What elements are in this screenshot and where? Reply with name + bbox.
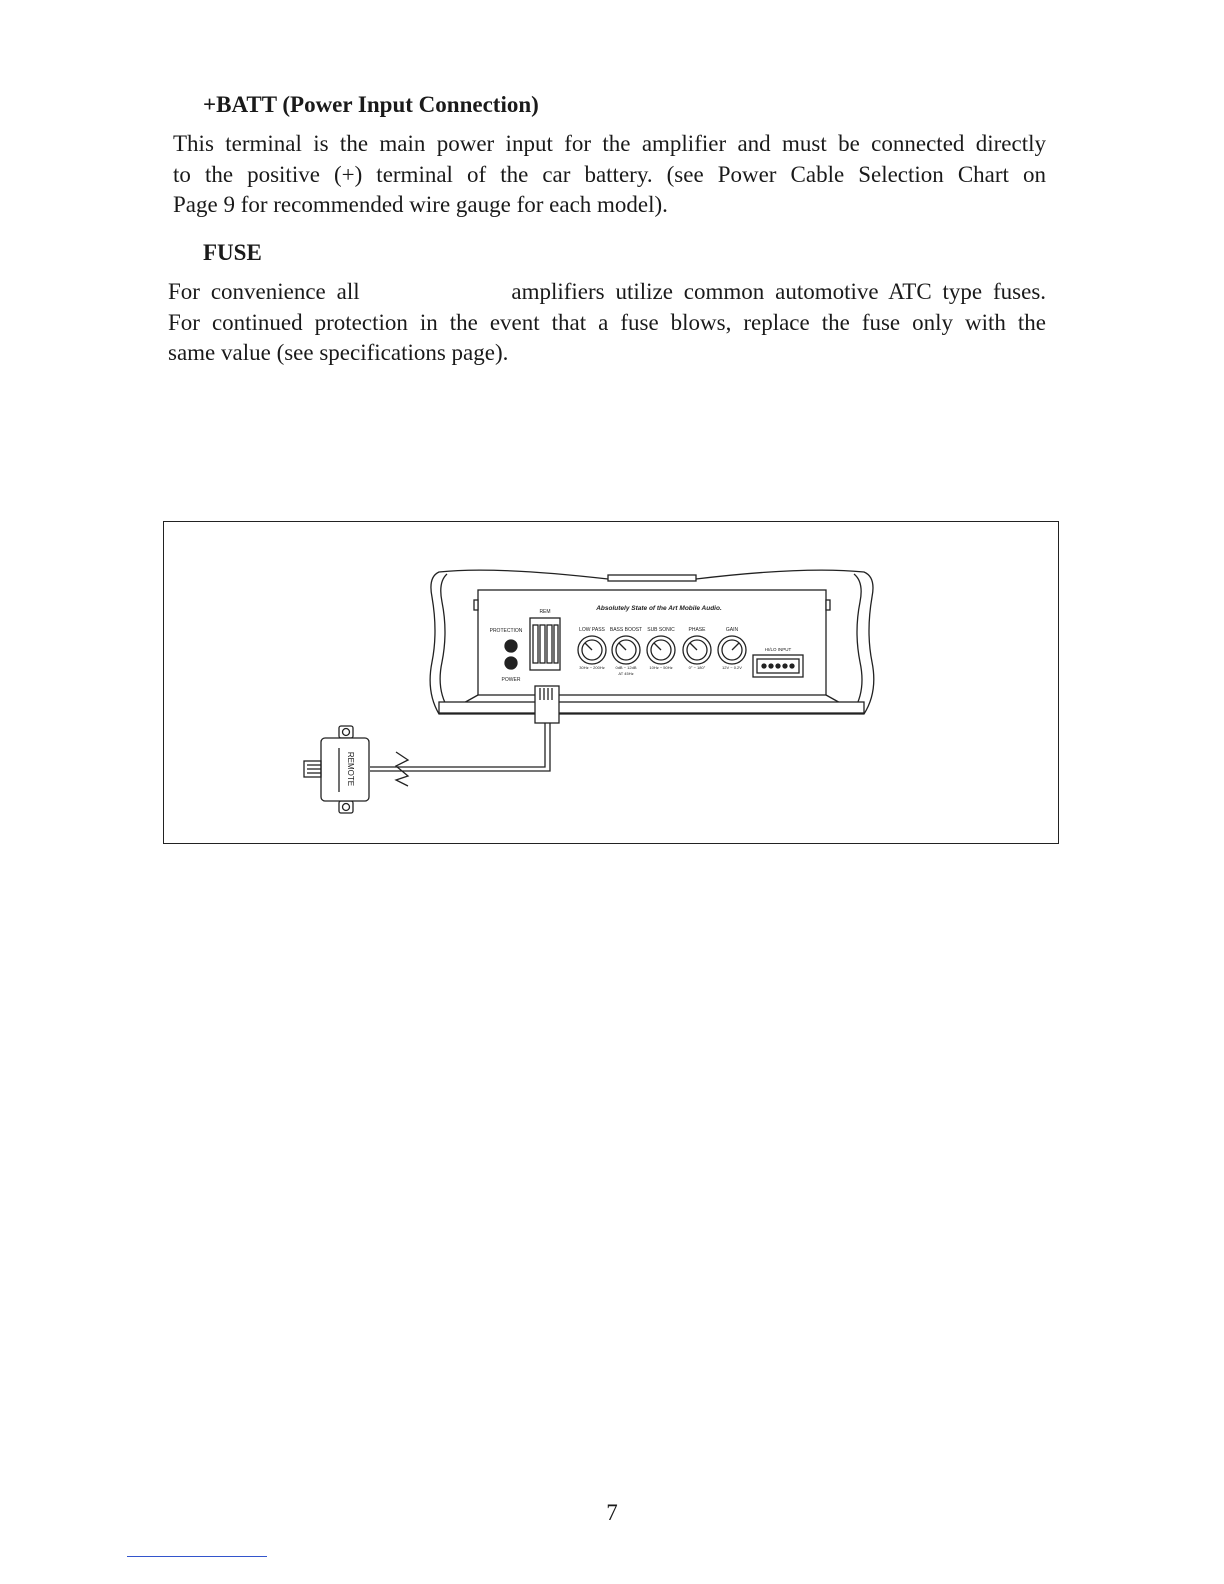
svg-text:0° ~ 180°: 0° ~ 180° (688, 665, 706, 670)
batt-line-3: Page 9 for recommended wire gauge for each model). (173, 192, 668, 217)
svg-text:10Hz ~ 50Hz: 10Hz ~ 50Hz (649, 665, 673, 670)
cable-break-symbol (396, 752, 408, 786)
fuse-paragraph (168, 277, 1046, 369)
brand-tagline: Absolutely State of the Art Mobile Audio. (596, 605, 722, 612)
hilo-input-label: HI/LO INPUT (764, 647, 792, 652)
amp-base-rail (439, 702, 864, 713)
svg-text:0dB ~ 12dB: 0dB ~ 12dB (615, 665, 637, 670)
diagram-svg (164, 522, 1060, 845)
bass-note: AT 45Hz (618, 671, 634, 676)
svg-text:PHASE: PHASE (688, 627, 706, 633)
batt-line-2: to the positive (+) terminal of the car battery. (see Power Cable Selection Chart on (173, 161, 1046, 187)
fuse-line-1 (168, 277, 1046, 308)
fuse-heading: FUSE (203, 240, 262, 265)
rem-plug (535, 686, 559, 723)
svg-text:GAIN: GAIN (725, 627, 739, 633)
fuse-line-3: same value (see specifications page). (168, 340, 509, 365)
page-number: 7 (606, 1500, 618, 1525)
svg-text:BASS BOOST: BASS BOOST (609, 627, 643, 633)
remote-control-unit (304, 726, 369, 813)
rem-label: REM (539, 609, 551, 615)
amp-top-tab (608, 575, 696, 581)
batt-paragraph (173, 129, 1046, 221)
svg-text:LOW PASS: LOW PASS (579, 627, 605, 633)
remote-wiring-diagram (163, 521, 1059, 844)
batt-line-1: This terminal is the main power input for the amplifier and must be connected directly (173, 131, 1046, 156)
footer-rule (127, 1556, 267, 1557)
protection-label: PROTECTION (489, 628, 523, 634)
svg-text:30Hz ~ 200Hz: 30Hz ~ 200Hz (579, 665, 605, 670)
power-led (505, 657, 517, 669)
fuse-line-1-end: amplifiers utilize common automotive ATC type fuses. (511, 279, 1047, 304)
svg-text:12V ~ 0.2V: 12V ~ 0.2V (722, 665, 742, 670)
fuse-line-1-start: For convenience all (168, 279, 360, 304)
svg-text:SUB SONIC: SUB SONIC (647, 627, 675, 633)
batt-heading: +BATT (Power Input Connection) (203, 92, 539, 117)
power-label: POWER (501, 677, 521, 683)
remote-label: REMOTE (346, 751, 355, 787)
amp-heatsink-inner (440, 574, 449, 710)
fuse-line-2: For continued protection in the event that a fuse blows, replace the fuse only with the (168, 309, 1046, 335)
amp-heatsink-inner-right (854, 574, 862, 710)
remote-cable (370, 723, 545, 767)
protection-led (505, 640, 517, 652)
